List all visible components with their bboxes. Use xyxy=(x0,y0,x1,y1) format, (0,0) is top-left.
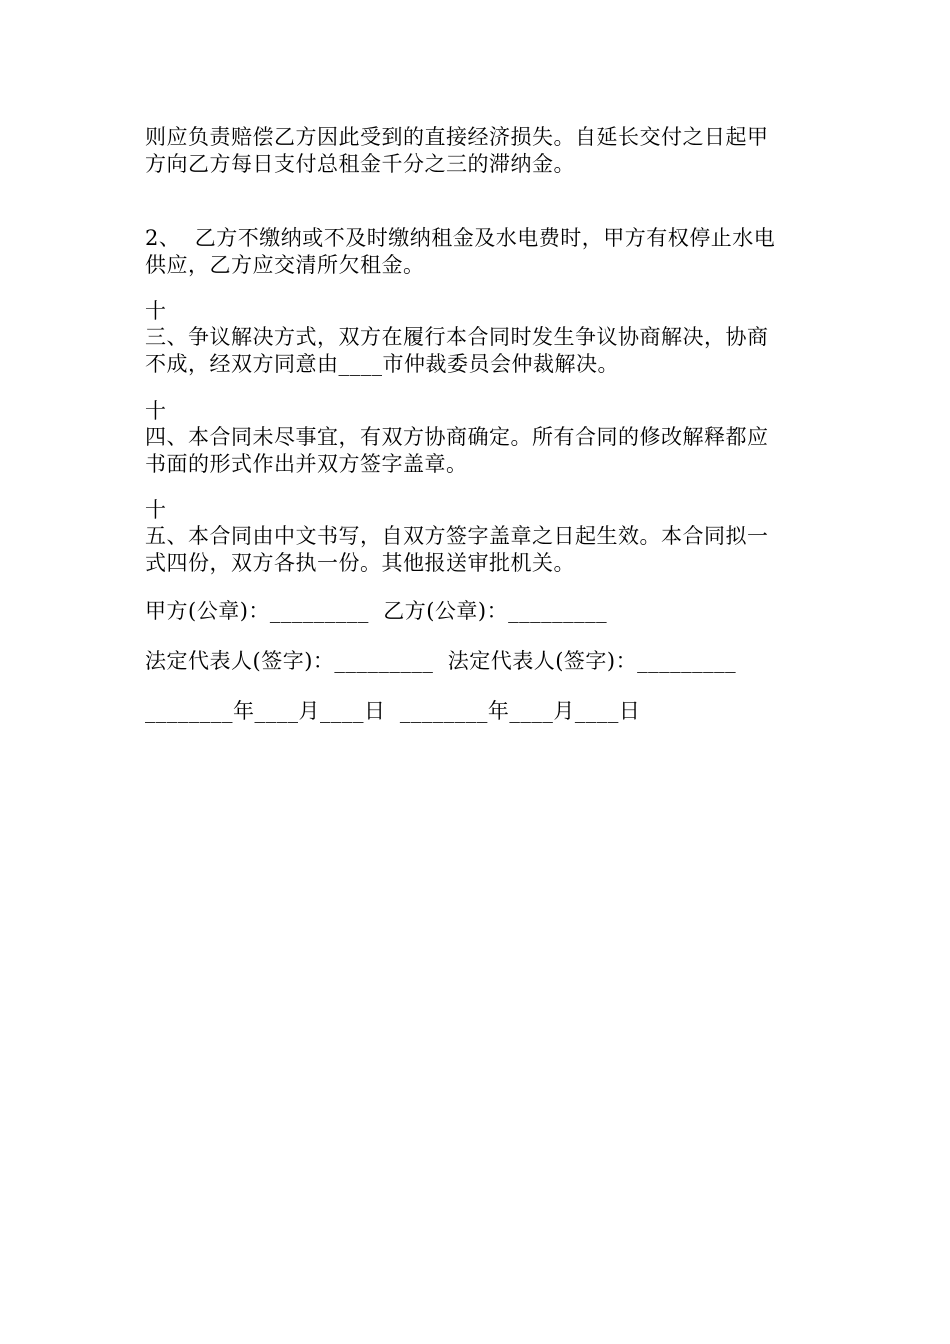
para4-line2: 书面的形式作出并双方签字盖章。 xyxy=(145,452,468,476)
para4-line1: 四、本合同未尽事宜，有双方协商确定。所有合同的修改解释都应 xyxy=(145,425,769,449)
para1-line1: 则应负责赔偿乙方因此受到的直接经济损失。自延长交付之日起甲 xyxy=(145,125,769,149)
para1-line2: 方向乙方每日支付总租金千分之三的滞纳金。 xyxy=(145,152,575,176)
para3-line2: 不成，经双方同意由____市仲裁委员会仲裁解决。 xyxy=(145,352,619,376)
para5-marker: 十 xyxy=(145,498,167,522)
signature-dates: ________年____月____日 ________年____月____日 xyxy=(145,699,641,723)
para3-marker: 十 xyxy=(145,299,167,323)
para3-line1: 三、争议解决方式，双方在履行本合同时发生争议协商解决，协商 xyxy=(145,325,769,349)
signature-representatives: 法定代表人(签字)：_________ 法定代表人(签字)：_________ xyxy=(145,649,737,673)
para5-line1: 五、本合同由中文书写，自双方签字盖章之日起生效。本合同拟一 xyxy=(145,524,769,548)
para4-marker: 十 xyxy=(145,399,167,423)
para2-line2: 供应，乙方应交清所欠租金。 xyxy=(145,253,425,277)
para2-line1: 2、 乙方不缴纳或不及时缴纳租金及水电费时，甲方有权停止水电 xyxy=(145,226,776,250)
para5-line2: 式四份，双方各执一份。其他报送审批机关。 xyxy=(145,551,575,575)
signature-seals: 甲方(公章)：_________ 乙方(公章)：_________ xyxy=(145,599,608,623)
